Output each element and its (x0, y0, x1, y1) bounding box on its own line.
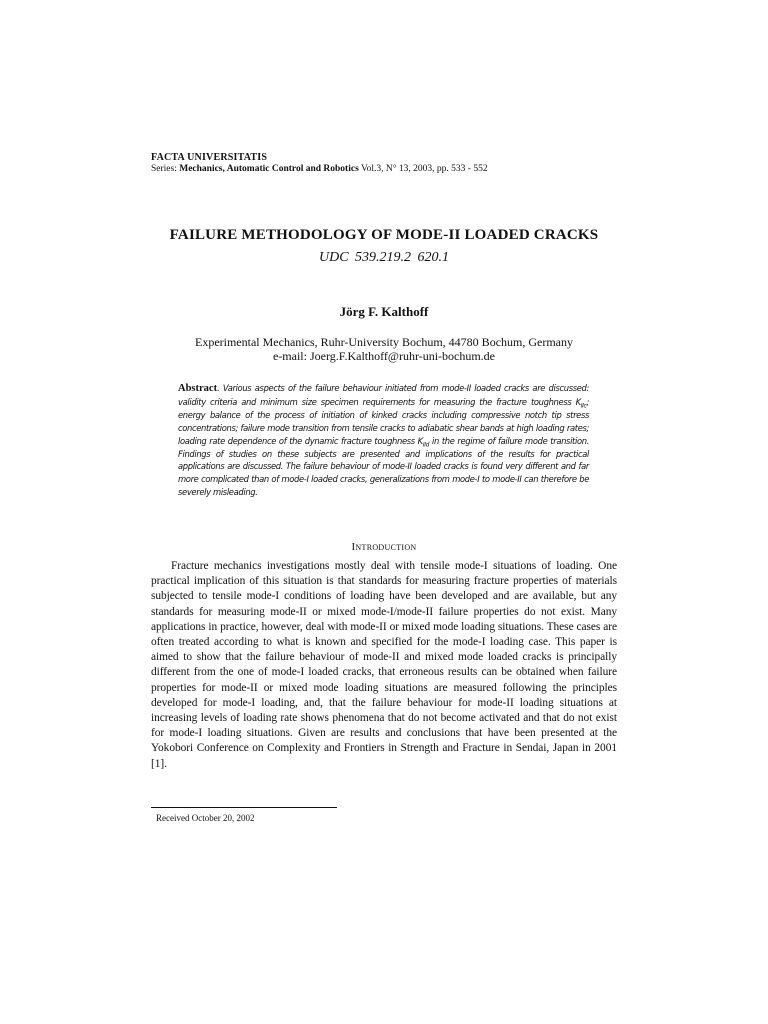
author-name: Jörg F. Kalthoff (339, 304, 429, 319)
abstract-subscript-1: IIc (580, 402, 587, 410)
paper-title: FAILURE METHODOLOGY OF MODE-II LOADED CRACKS (169, 227, 599, 243)
series-label: Series: (151, 164, 180, 174)
abstract-label: Abstract (178, 383, 218, 394)
affiliation-address: Experimental Mechanics, Ruhr-University Bochum, 44780 Bochum, Germany (194, 335, 573, 349)
affiliation-email: e-mail: Joerg.F.Kalthoff@ruhr-uni-bochum.de (272, 349, 496, 363)
introduction-paragraph: Fracture mechanics investigations mostly deal with tensile mode-I situations of loading. One practical implication of this situation is that standards for measuring fracture properties of materials subjected to tensile mode-I conditions of loading have been developed and are available, but any standards for measuring mode-II or mixed mode-I/mode-II failure properties do not exist. Many applications in practice, however, deal with mode-II or mixed mode loading situations. These cases are often treated according to what is known and specified for the mode-I loading case. This paper is aimed to show that the failure behaviour of mode-II and mixed mode loaded cracks is principally different from the one of mode-I loaded cracks, that erroneous results can be obtained when failure properties for mode-II or mixed mode loading situations are measured following the principles developed for mode-I loading, and, that the failure behaviour for mode-II loading situations at increasing levels of loading rate shows phenomena that do not become activated and that do not exist for mode-I loading situations. Given are results and conclusions that have been presented at the Yokobori Conference on Complexity and Frontiers in Strength and Fracture in Sendai, Japan in 2001 [1]. (151, 560, 617, 770)
series-name: Mechanics, Automatic Control and Robotics (179, 164, 359, 174)
series-line (151, 164, 488, 174)
series-details: Vol.3, N° 13, 2003, pp. 533 - 552 (358, 164, 488, 174)
affiliation (0, 335, 768, 363)
abstract-text-3: in the regime of failure mode transition. Findings of studies on these subjects are presented and implications of the results for practical applications are discussed. The failure behaviour of mode-II loaded cracks is found very different and far more complicated than of mode-I loaded cracks, generalizations from mode-I to mode-II can therefore be severely misleading. (178, 435, 590, 498)
abstract (178, 382, 589, 499)
udc-code: UDC 539.219.2 620.1 (318, 250, 450, 265)
footnote-divider (151, 807, 337, 808)
abstract-subscript-2: IId (422, 441, 430, 449)
abstract-text-2: ; energy balance of the process of initiation of kinked cracks including compressive notch tip stress concentrations; failure mode transition from tensile cracks to adiabatic shear bands at high loading rates; loading rate dependence of the dynamic fracture toughness K (178, 396, 589, 446)
section-heading: Introduction (351, 541, 417, 553)
footnote: Received October 20, 2002 (156, 813, 255, 823)
abstract-text-1: . Various aspects of the failure behaviour initiated from mode-II loaded cracks are discussed: validity criteria and minimum size specimen requirements for measuring the fracture toughness K (178, 383, 589, 407)
journal-name: FACTA UNIVERSITATIS (151, 152, 268, 163)
